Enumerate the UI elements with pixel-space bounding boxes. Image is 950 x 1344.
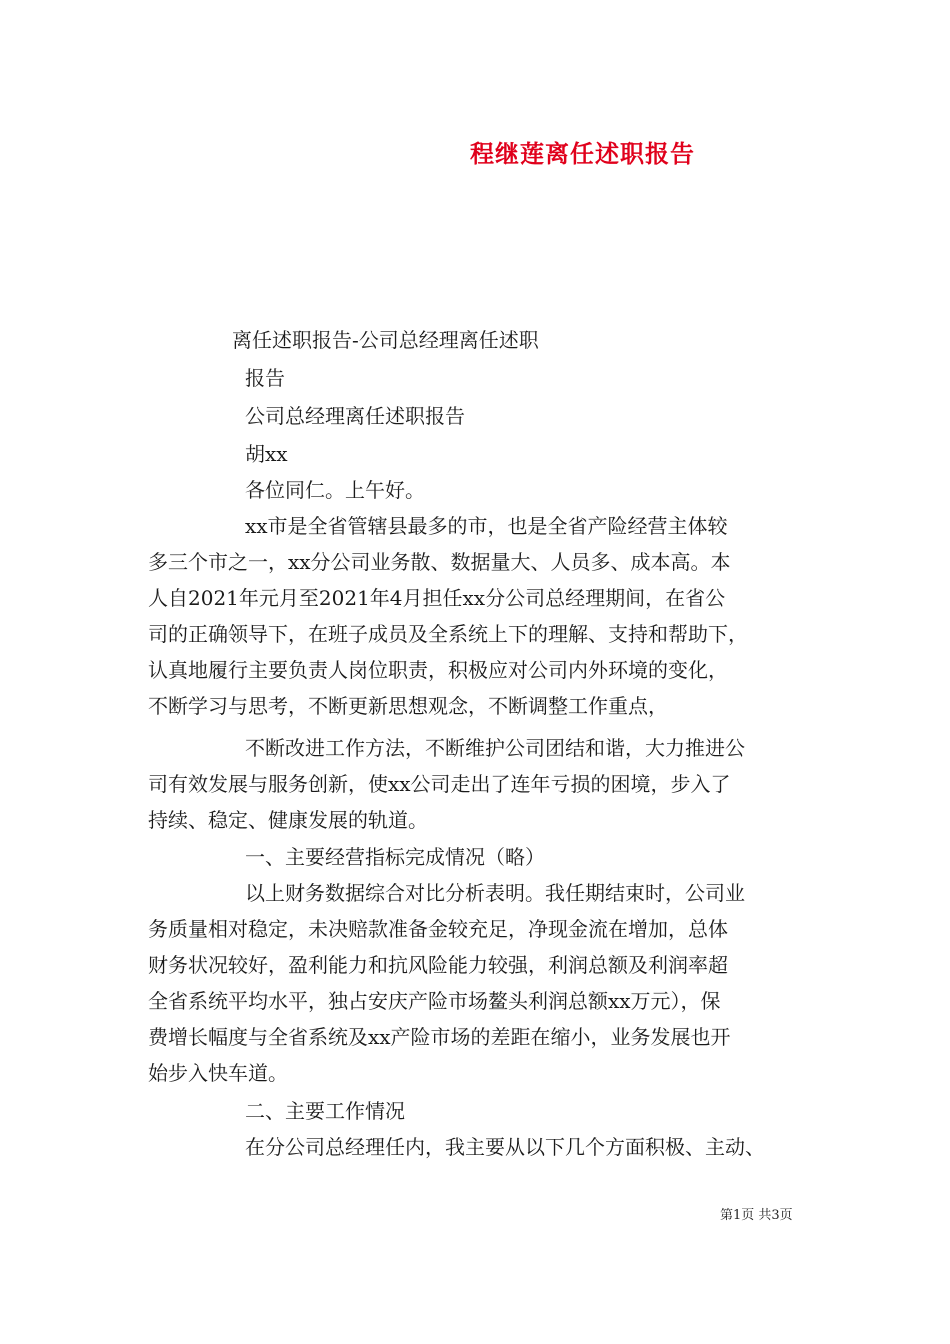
heading-line-1: 离任述职报告-公司总经理离任述职 <box>232 328 539 352</box>
body-line: 不断学习与思考，不断更新思想观念，不断调整工作重点， <box>148 694 668 718</box>
page-number-footer: 第1页 共3页 <box>720 1208 793 1223</box>
heading-line-2: 报告 <box>245 366 285 390</box>
section-heading-1: 一、主要经营指标完成情况（略） <box>245 845 545 869</box>
body-line: 多三个市之一，xx分公司业务散、数据量大、人员多、成本高。本 <box>148 550 731 574</box>
document-title: 程继莲离任述职报告 <box>470 139 695 168</box>
body-line: 费增长幅度与全省系统及xx产险市场的差距在缩小，业务发展也开 <box>148 1025 731 1049</box>
body-line: 全省系统平均水平，独占安庆产险市场鳌头利润总额xx万元），保 <box>148 989 721 1013</box>
body-line: 始步入快车道。 <box>148 1061 288 1085</box>
body-line: 司有效发展与服务创新，使xx公司走出了连年亏损的困境，步入了 <box>148 772 731 796</box>
body-line: 以上财务数据综合对比分析表明。我任期结束时，公司业 <box>245 881 745 905</box>
body-line: 认真地履行主要负责人岗位职责，积极应对公司内外环境的变化， <box>148 658 728 682</box>
body-line: 在分公司总经理任内，我主要从以下几个方面积极、主动、 <box>245 1135 765 1159</box>
subtitle-line: 公司总经理离任述职报告 <box>245 404 465 428</box>
body-line: 不断改进工作方法，不断维护公司团结和谐，大力推进公 <box>245 736 745 760</box>
body-line: 人自2021年元月至2021年4月担任xx分公司总经理期间，在省公 <box>148 586 726 610</box>
section-heading-2: 二、主要工作情况 <box>245 1099 405 1123</box>
body-line: 持续、稳定、健康发展的轨道。 <box>148 808 428 832</box>
body-line: xx市是全省管辖县最多的市，也是全省产险经营主体较 <box>245 514 728 538</box>
greeting-line: 各位同仁。上午好。 <box>245 478 425 502</box>
body-line: 务质量相对稳定，未决赔款准备金较充足，净现金流在增加，总体 <box>148 917 728 941</box>
body-line: 财务状况较好，盈利能力和抗风险能力较强，利润总额及利润率超 <box>148 953 728 977</box>
author-line: 胡xx <box>245 442 288 466</box>
body-line: 司的正确领导下，在班子成员及全系统上下的理解、支持和帮助下， <box>148 622 748 646</box>
